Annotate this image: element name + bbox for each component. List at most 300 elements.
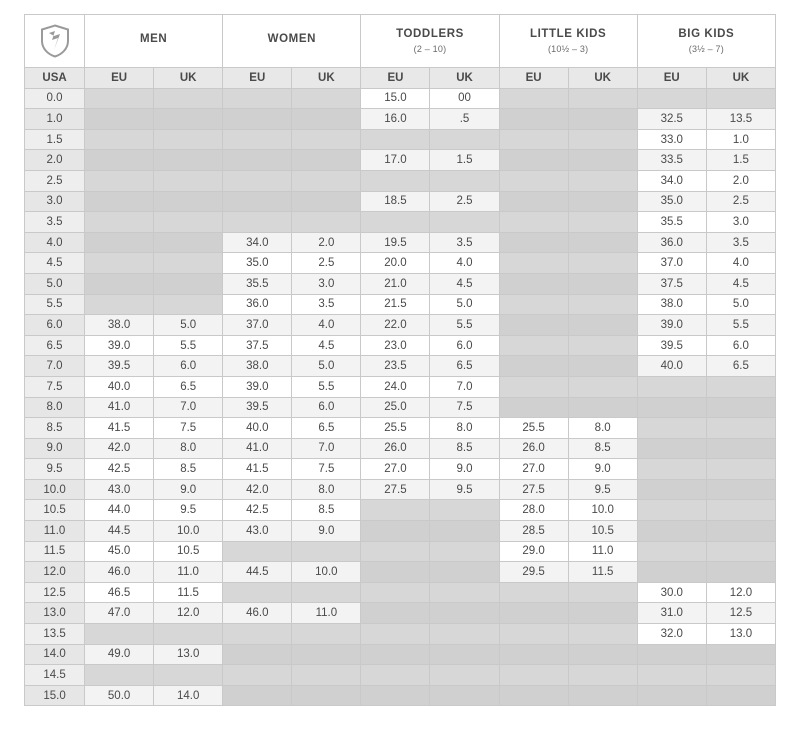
cell-size-value: 42.5 [85, 459, 154, 480]
cell-size-value: 23.5 [361, 356, 430, 377]
cell-size-value: 13.0 [706, 624, 775, 645]
cell-empty [85, 232, 154, 253]
cell-size-value: 25.5 [361, 418, 430, 439]
cell-usa-size: 10.0 [25, 479, 85, 500]
cell-usa-size: 12.0 [25, 562, 85, 583]
cell-size-value: 5.5 [706, 315, 775, 336]
cell-size-value: 36.0 [223, 294, 292, 315]
cell-size-value: 37.5 [223, 335, 292, 356]
cell-empty [706, 438, 775, 459]
cell-empty [154, 624, 223, 645]
cell-size-value: 32.0 [637, 624, 706, 645]
cell-empty [499, 212, 568, 233]
cell-size-value: 39.0 [637, 315, 706, 336]
cell-size-value: 5.5 [154, 335, 223, 356]
cell-empty [154, 212, 223, 233]
cell-size-value: 46.0 [85, 562, 154, 583]
cell-size-value: 34.0 [637, 170, 706, 191]
cell-empty [292, 212, 361, 233]
cell-size-value: 5.5 [292, 376, 361, 397]
cell-usa-size: 6.5 [25, 335, 85, 356]
cell-empty [85, 624, 154, 645]
cell-empty [568, 397, 637, 418]
group-title: LITTLE KIDS [530, 28, 607, 41]
cell-empty [430, 665, 499, 686]
group-header-little-kids [499, 15, 637, 68]
cell-size-value: 10.0 [292, 562, 361, 583]
cell-size-value: 26.0 [361, 438, 430, 459]
cell-size-value: 50.0 [85, 685, 154, 706]
cell-size-value: 49.0 [85, 644, 154, 665]
table-row [25, 438, 776, 459]
cell-size-value: 7.5 [292, 459, 361, 480]
cell-size-value: 27.0 [361, 459, 430, 480]
cell-empty [499, 88, 568, 109]
cell-empty [568, 644, 637, 665]
cell-size-value: 3.0 [706, 212, 775, 233]
cell-empty [361, 170, 430, 191]
cell-empty [361, 685, 430, 706]
cell-size-value: 1.0 [706, 129, 775, 150]
cell-empty [292, 88, 361, 109]
cell-empty [568, 294, 637, 315]
cell-empty [499, 582, 568, 603]
table-row [25, 685, 776, 706]
cell-size-value: 6.5 [430, 356, 499, 377]
cell-empty [430, 582, 499, 603]
table-row [25, 397, 776, 418]
cell-empty [361, 624, 430, 645]
table-row [25, 109, 776, 130]
table-row [25, 88, 776, 109]
cell-size-value: 2.5 [706, 191, 775, 212]
cell-empty [154, 665, 223, 686]
cell-empty [85, 150, 154, 171]
cell-empty [637, 685, 706, 706]
cell-empty [430, 129, 499, 150]
cell-size-value: 7.0 [430, 376, 499, 397]
table-row [25, 129, 776, 150]
cell-size-value: 9.5 [154, 500, 223, 521]
cell-empty [499, 253, 568, 274]
cell-size-value: 33.0 [637, 129, 706, 150]
cell-size-value: 44.5 [85, 521, 154, 542]
cell-usa-size: 14.5 [25, 665, 85, 686]
cell-usa-size: 3.5 [25, 212, 85, 233]
cell-size-value: 20.0 [361, 253, 430, 274]
cell-size-value: 44.0 [85, 500, 154, 521]
cell-empty [499, 397, 568, 418]
cell-size-value: 10.5 [568, 521, 637, 542]
cell-size-value: 18.5 [361, 191, 430, 212]
cell-size-value: 13.5 [706, 109, 775, 130]
cell-empty [499, 644, 568, 665]
cell-size-value: 40.0 [637, 356, 706, 377]
cell-size-value: 00 [430, 88, 499, 109]
cell-size-value: 12.0 [706, 582, 775, 603]
cell-size-value: 39.5 [223, 397, 292, 418]
cell-empty [430, 644, 499, 665]
cell-size-value: 9.0 [292, 521, 361, 542]
cell-empty [706, 376, 775, 397]
cell-usa-size: 6.0 [25, 315, 85, 336]
cell-size-value: 35.5 [637, 212, 706, 233]
cell-usa-size: 5.0 [25, 273, 85, 294]
group-header-big-kids [637, 15, 775, 68]
cell-empty [292, 129, 361, 150]
cell-empty [430, 541, 499, 562]
cell-empty [85, 170, 154, 191]
cell-usa-size: 7.0 [25, 356, 85, 377]
cell-empty [568, 170, 637, 191]
shield-icon [25, 15, 84, 67]
cell-empty [292, 150, 361, 171]
cell-usa-size: 13.5 [25, 624, 85, 645]
cell-size-value: 7.5 [154, 418, 223, 439]
cell-size-value: 16.0 [361, 109, 430, 130]
group-title: TODDLERS [396, 28, 464, 41]
cell-empty [154, 170, 223, 191]
cell-size-value: 40.0 [85, 376, 154, 397]
cell-empty [499, 232, 568, 253]
unit-header-women-uk: UK [292, 68, 361, 89]
cell-empty [85, 129, 154, 150]
group-header-men [85, 15, 223, 68]
cell-size-value: 6.0 [154, 356, 223, 377]
cell-size-value: 4.0 [706, 253, 775, 274]
cell-size-value: 15.0 [361, 88, 430, 109]
cell-size-value: 3.5 [292, 294, 361, 315]
cell-size-value: 11.0 [292, 603, 361, 624]
cell-empty [223, 129, 292, 150]
cell-size-value: 12.0 [154, 603, 223, 624]
cell-empty [85, 273, 154, 294]
cell-size-value: 2.0 [292, 232, 361, 253]
cell-usa-size: 4.5 [25, 253, 85, 274]
cell-usa-size: 1.5 [25, 129, 85, 150]
cell-size-value: 8.5 [292, 500, 361, 521]
cell-empty [223, 109, 292, 130]
cell-usa-size: 1.0 [25, 109, 85, 130]
cell-size-value: 11.5 [568, 562, 637, 583]
cell-size-value: 41.5 [223, 459, 292, 480]
table-row [25, 191, 776, 212]
cell-empty [568, 315, 637, 336]
cell-usa-size: 11.5 [25, 541, 85, 562]
cell-size-value: 9.0 [430, 459, 499, 480]
cell-empty [568, 603, 637, 624]
cell-size-value: 43.0 [223, 521, 292, 542]
cell-empty [637, 479, 706, 500]
unit-header-women-eu: EU [223, 68, 292, 89]
cell-size-value: 4.5 [292, 335, 361, 356]
cell-size-value: 5.0 [154, 315, 223, 336]
cell-size-value: 38.0 [223, 356, 292, 377]
unit-header-men-eu: EU [85, 68, 154, 89]
cell-empty [706, 685, 775, 706]
cell-empty [706, 479, 775, 500]
cell-size-value: 37.5 [637, 273, 706, 294]
group-title: MEN [139, 33, 168, 46]
cell-empty [568, 335, 637, 356]
cell-usa-size: 11.0 [25, 521, 85, 542]
cell-size-value: 6.0 [430, 335, 499, 356]
cell-empty [499, 170, 568, 191]
cell-empty [706, 541, 775, 562]
cell-size-value: 42.0 [85, 438, 154, 459]
cell-size-value: 28.0 [499, 500, 568, 521]
cell-empty [568, 150, 637, 171]
cell-empty [223, 624, 292, 645]
table-row [25, 335, 776, 356]
cell-size-value: 17.0 [361, 150, 430, 171]
cell-size-value: 42.5 [223, 500, 292, 521]
cell-size-value: 14.0 [154, 685, 223, 706]
unit-header-usa: USA [25, 68, 85, 89]
cell-empty [706, 521, 775, 542]
cell-size-value: 27.0 [499, 459, 568, 480]
cell-empty [223, 644, 292, 665]
cell-size-value: 46.5 [85, 582, 154, 603]
cell-empty [223, 582, 292, 603]
cell-empty [637, 521, 706, 542]
cell-empty [637, 438, 706, 459]
cell-size-value: 8.5 [568, 438, 637, 459]
cell-empty [568, 253, 637, 274]
cell-empty [361, 521, 430, 542]
cell-empty [361, 500, 430, 521]
cell-empty [499, 376, 568, 397]
table-row [25, 541, 776, 562]
shoe-size-chart-table [24, 14, 776, 706]
cell-usa-size: 3.0 [25, 191, 85, 212]
cell-size-value: 7.0 [154, 397, 223, 418]
cell-size-value: 8.0 [292, 479, 361, 500]
table-row [25, 624, 776, 645]
cell-empty [85, 109, 154, 130]
cell-empty [154, 273, 223, 294]
cell-size-value: 11.5 [154, 582, 223, 603]
cell-empty [223, 212, 292, 233]
table-row [25, 459, 776, 480]
cell-empty [706, 88, 775, 109]
cell-empty [223, 665, 292, 686]
cell-size-value: 21.5 [361, 294, 430, 315]
group-subtitle: (3½ – 7) [688, 43, 724, 54]
cell-size-value: 28.5 [499, 521, 568, 542]
table-body [25, 88, 776, 706]
cell-size-value: 4.5 [706, 273, 775, 294]
unit-header-toddlers-uk: UK [430, 68, 499, 89]
cell-empty [499, 603, 568, 624]
cell-empty [568, 129, 637, 150]
cell-empty [430, 212, 499, 233]
cell-size-value: 1.5 [706, 150, 775, 171]
cell-empty [154, 150, 223, 171]
cell-empty [292, 582, 361, 603]
cell-size-value: 2.5 [292, 253, 361, 274]
cell-empty [706, 459, 775, 480]
cell-size-value: 1.5 [430, 150, 499, 171]
cell-size-value: 29.0 [499, 541, 568, 562]
cell-empty [637, 397, 706, 418]
cell-empty [637, 562, 706, 583]
cell-size-value: 11.0 [154, 562, 223, 583]
cell-empty [292, 109, 361, 130]
cell-empty [637, 418, 706, 439]
cell-empty [85, 212, 154, 233]
cell-empty [568, 356, 637, 377]
cell-empty [706, 644, 775, 665]
cell-size-value: 22.0 [361, 315, 430, 336]
cell-size-value: 35.0 [637, 191, 706, 212]
cell-empty [292, 191, 361, 212]
cell-empty [85, 294, 154, 315]
group-title: WOMEN [267, 33, 316, 46]
cell-size-value: 30.0 [637, 582, 706, 603]
cell-size-value: 10.0 [568, 500, 637, 521]
cell-size-value: 45.0 [85, 541, 154, 562]
table-row [25, 603, 776, 624]
cell-empty [568, 109, 637, 130]
cell-size-value: 26.0 [499, 438, 568, 459]
brand-logo-cell [25, 15, 85, 68]
cell-empty [706, 500, 775, 521]
cell-usa-size: 12.5 [25, 582, 85, 603]
cell-empty [361, 562, 430, 583]
cell-size-value: 36.0 [637, 232, 706, 253]
cell-size-value: 31.0 [637, 603, 706, 624]
cell-usa-size: 13.0 [25, 603, 85, 624]
group-subtitle: (10½ – 3) [547, 43, 589, 54]
cell-empty [637, 541, 706, 562]
cell-empty [85, 253, 154, 274]
group-header-women [223, 15, 361, 68]
cell-empty [292, 541, 361, 562]
cell-size-value: 24.0 [361, 376, 430, 397]
cell-size-value: 8.0 [430, 418, 499, 439]
cell-size-value: 39.5 [637, 335, 706, 356]
unit-header-toddlers-eu: EU [361, 68, 430, 89]
cell-empty [499, 685, 568, 706]
cell-empty [154, 129, 223, 150]
cell-size-value: 34.0 [223, 232, 292, 253]
cell-empty [430, 170, 499, 191]
cell-empty [706, 562, 775, 583]
table-row [25, 253, 776, 274]
cell-empty [499, 150, 568, 171]
cell-empty [154, 253, 223, 274]
cell-empty [361, 644, 430, 665]
cell-size-value: 3.0 [292, 273, 361, 294]
cell-size-value: 12.5 [706, 603, 775, 624]
group-header-toddlers [361, 15, 499, 68]
cell-size-value: 41.0 [85, 397, 154, 418]
cell-size-value: 4.0 [430, 253, 499, 274]
cell-size-value: 7.0 [292, 438, 361, 459]
cell-size-value: 43.0 [85, 479, 154, 500]
cell-empty [706, 665, 775, 686]
cell-empty [568, 88, 637, 109]
cell-size-value: 5.0 [292, 356, 361, 377]
cell-size-value: 44.5 [223, 562, 292, 583]
cell-usa-size: 14.0 [25, 644, 85, 665]
cell-empty [499, 109, 568, 130]
table-row [25, 582, 776, 603]
cell-size-value: 37.0 [223, 315, 292, 336]
cell-empty [637, 665, 706, 686]
cell-empty [706, 397, 775, 418]
cell-size-value: 42.0 [223, 479, 292, 500]
unit-header-row [25, 68, 776, 89]
cell-size-value: 2.5 [430, 191, 499, 212]
table-row [25, 212, 776, 233]
table-row [25, 170, 776, 191]
cell-empty [499, 315, 568, 336]
table-row [25, 150, 776, 171]
cell-usa-size: 9.5 [25, 459, 85, 480]
cell-size-value: 23.0 [361, 335, 430, 356]
cell-empty [568, 273, 637, 294]
table-row [25, 376, 776, 397]
cell-size-value: 39.5 [85, 356, 154, 377]
cell-size-value: 9.5 [430, 479, 499, 500]
cell-size-value: 13.0 [154, 644, 223, 665]
cell-empty [292, 170, 361, 191]
cell-empty [499, 129, 568, 150]
cell-size-value: 19.5 [361, 232, 430, 253]
cell-empty [568, 665, 637, 686]
cell-empty [499, 191, 568, 212]
table-row [25, 521, 776, 542]
cell-empty [361, 582, 430, 603]
cell-empty [499, 294, 568, 315]
cell-size-value: 10.5 [154, 541, 223, 562]
cell-size-value: 39.0 [85, 335, 154, 356]
cell-empty [568, 582, 637, 603]
cell-empty [499, 624, 568, 645]
cell-usa-size: 4.0 [25, 232, 85, 253]
cell-size-value: 6.5 [292, 418, 361, 439]
cell-size-value: 33.5 [637, 150, 706, 171]
cell-size-value: 32.5 [637, 109, 706, 130]
cell-empty [430, 685, 499, 706]
cell-empty [361, 541, 430, 562]
cell-size-value: 9.5 [568, 479, 637, 500]
cell-empty [430, 603, 499, 624]
cell-size-value: 5.0 [706, 294, 775, 315]
cell-empty [568, 212, 637, 233]
cell-empty [568, 232, 637, 253]
cell-empty [430, 624, 499, 645]
cell-empty [85, 665, 154, 686]
cell-size-value: 8.5 [430, 438, 499, 459]
cell-empty [361, 129, 430, 150]
cell-empty [430, 500, 499, 521]
cell-size-value: 38.0 [637, 294, 706, 315]
cell-empty [154, 232, 223, 253]
cell-empty [499, 665, 568, 686]
cell-usa-size: 0.0 [25, 88, 85, 109]
unit-header-little-kids-uk: UK [568, 68, 637, 89]
cell-size-value: 4.5 [430, 273, 499, 294]
cell-size-value: 6.5 [154, 376, 223, 397]
unit-header-little-kids-eu: EU [499, 68, 568, 89]
cell-size-value: 8.0 [568, 418, 637, 439]
cell-empty [223, 150, 292, 171]
cell-empty [361, 665, 430, 686]
cell-empty [568, 376, 637, 397]
